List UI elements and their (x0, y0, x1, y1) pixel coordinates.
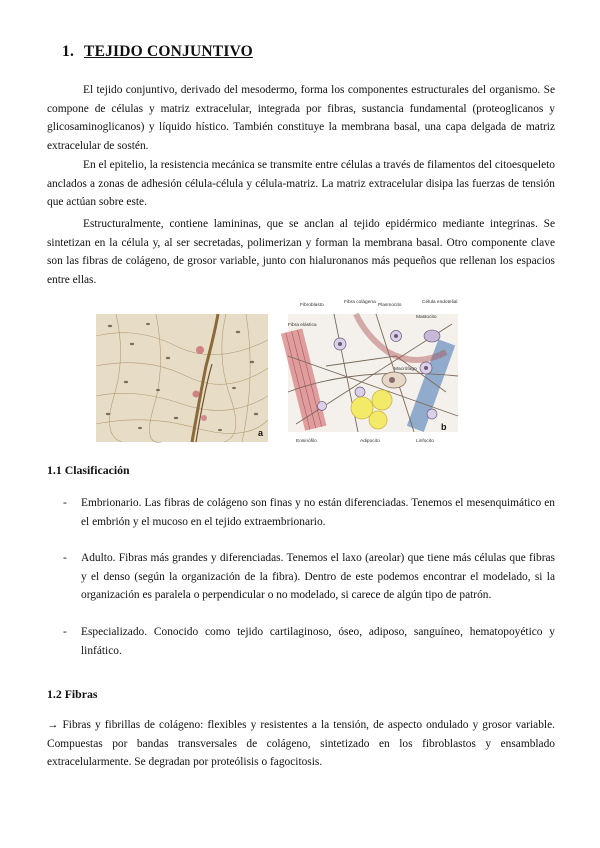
paragraph-fibers: → Fibras y fibrillas de colágeno: flexibles y resistentes a la tensión, de aspecto ondulado y grosor variable. Compuestas por bandas transversales de colágeno, sintetizado en los fibroblastos y ensamblado extracelularmente. Se degradan por proteólisis o fagocitosis. (47, 719, 555, 769)
list-item (47, 494, 555, 531)
classification-list (47, 494, 555, 660)
connective-tissue-figure (96, 296, 460, 444)
label-plasma-cell: Plasmocito (378, 303, 402, 308)
list-item (47, 549, 555, 605)
section-1-2-title: 1.2 Fibras (47, 687, 98, 701)
section-heading (62, 43, 253, 61)
panel-a-label: a (258, 428, 264, 438)
bullet-marker: - (63, 625, 67, 638)
label-adipocyte: Adipocito (360, 439, 380, 444)
heading-number: 1. (62, 43, 75, 60)
heading-title: TEJIDO CONJUNTIVO (84, 43, 253, 60)
list-item (47, 623, 555, 660)
paragraph-epithelium: En el epitelio, la resistencia mecánica se transmite entre células a través de filamentos del citoesqueleto anclados a zonas de adhesión célula-célula y célula-matriz. La matriz extracelular disipa las fuerzas de tensión que actúan sobre este. (47, 159, 555, 209)
bullet-marker: - (63, 552, 67, 565)
bullet-marker: - (63, 497, 67, 509)
list-item-text: Adulto. Fibras más grandes y diferenciadas. Tenemos el laxo (areolar) que tiene más células que fibras y el denso (según la organización de la fibra). Dentro de este podemos encontrar el modelado, si la organización es paralela o perpendicular o no modelado, si carece de algún tipo de patrón. (81, 552, 555, 602)
label-lymphocyte: Linfocito (416, 439, 434, 444)
micrograph-panel-a (96, 314, 268, 442)
label-fibroblast: Fibroblasto (300, 303, 324, 308)
label-elastic-fiber: Fibra elástica (288, 323, 317, 328)
paragraph-structure: Estructuralmente, contiene lamininas, que se anclan al tejido epidérmico mediante integrinas. Se sintetizan en la célula y, al ser secretadas, polimerizan y forman la membrana basal. Otro componente clave son las fibras de colágeno, de grosor variable, junto con hialuronanos más pequeños que rellenan los espacios entre ellas. (47, 218, 555, 286)
list-item-text: Embrionario. Las fibras de colágeno son finas y no están diferenciadas. Tenemos el mesenquimático en el embrión y el mucoso en el tejido extraembrionario. (81, 497, 555, 528)
label-mast-cell: Mastocito (416, 315, 437, 320)
paragraph-intro: El tejido conjuntivo, derivado del mesodermo, forma los componentes estructurales del organismo. Se compone de células y matriz extracelular, integrada por fibras, sustancia fundamental (proteoglicanos y glicosaminoglicanos) y líquido hístico. También constituye la membrana basal, una capa delgada de matriz extracelular de sostén. (47, 84, 555, 152)
label-endothelial-cell: Célula endotelial (422, 300, 458, 305)
label-collagen-fiber: Fibra colágena (344, 300, 376, 305)
label-eosinophil: Eosinófilo (296, 439, 317, 444)
section-1-1-title: 1.1 Clasificación (47, 463, 130, 477)
illustration-panel-b (281, 299, 458, 444)
list-item-text: Especializado. Conocido como tejido cartilaginoso, óseo, adiposo, sanguíneo, hematopoyético y linfático. (81, 625, 555, 657)
label-macrophage: Macrófago (394, 367, 417, 372)
panel-b-label: b (441, 422, 447, 432)
